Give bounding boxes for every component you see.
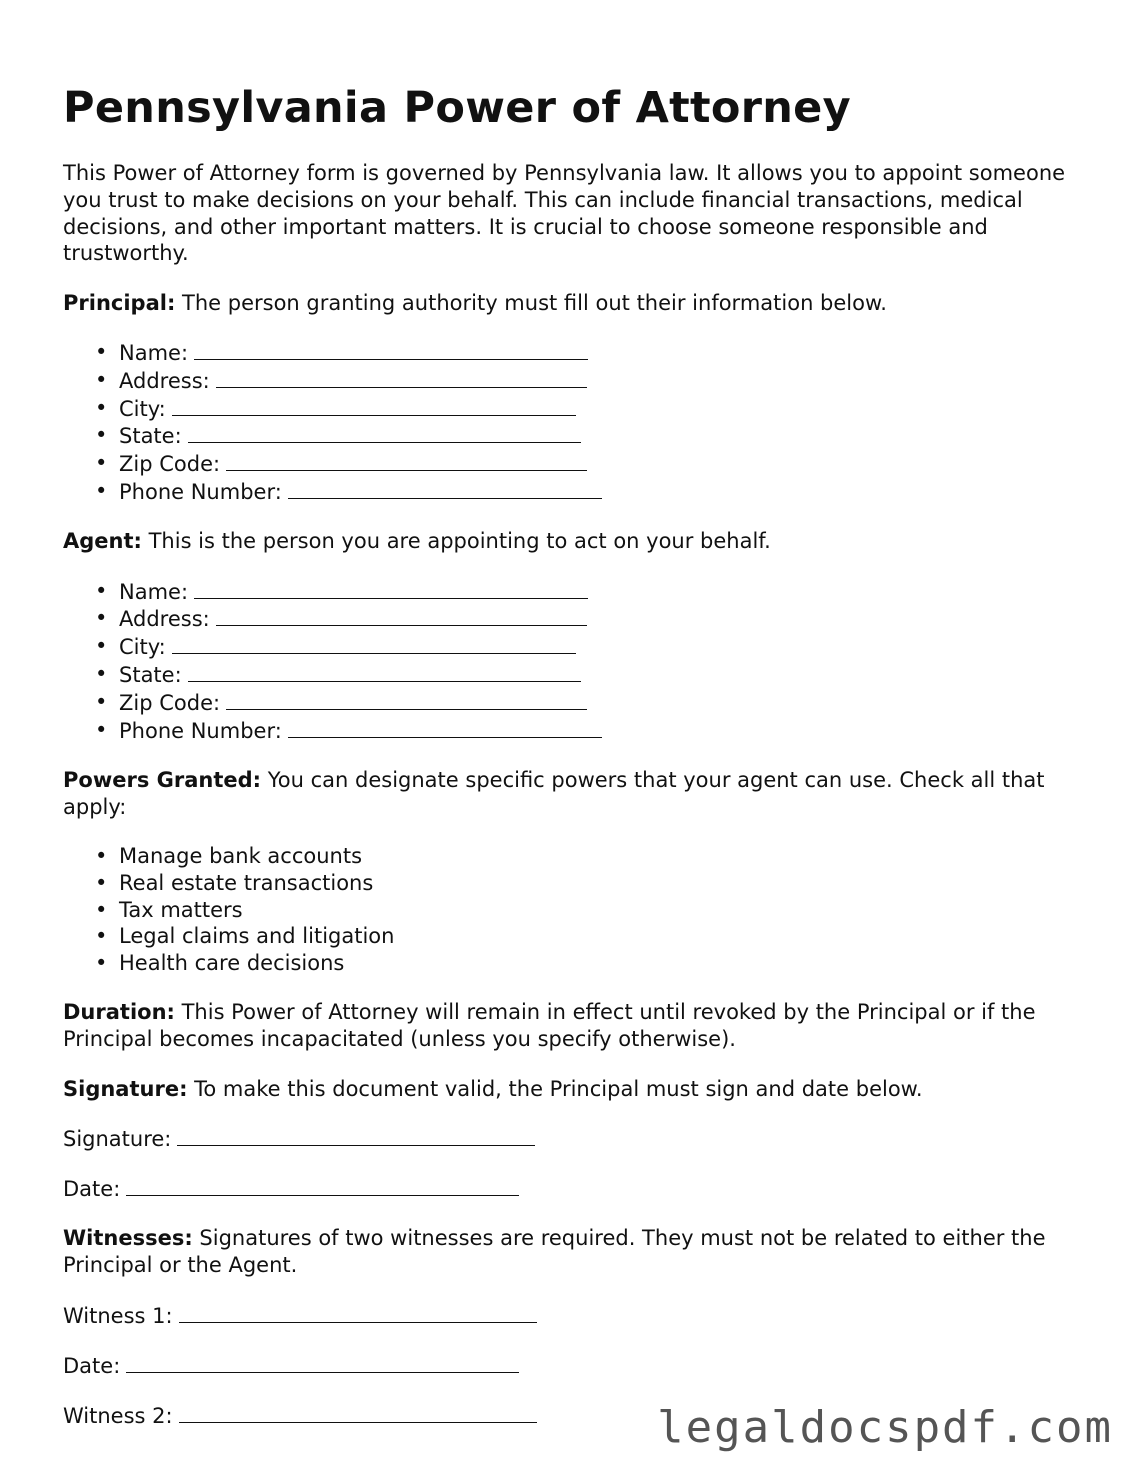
agent-zip-field[interactable]: • Zip Code:: [63, 689, 1083, 717]
intro-paragraph: This Power of Attorney form is governed by Pennsylvania law. It allows you to appoint someone you trust to make decisions on your behalf. This can include financial transactions, medical decisions, and other important matters. It is crucial to choose someone responsible and trustworthy.: [63, 161, 1066, 266]
agent-fields-list: [63, 578, 1083, 745]
witness-1-blank[interactable]: [179, 1302, 537, 1323]
principal-state-blank[interactable]: [188, 422, 581, 443]
principal-label: Principal:: [63, 290, 176, 315]
agent-address-blank[interactable]: [216, 605, 587, 626]
principal-name-blank[interactable]: [194, 339, 588, 360]
agent-zip-blank[interactable]: [226, 689, 587, 710]
witness-date-blank[interactable]: [126, 1352, 519, 1373]
powers-section-heading: [63, 767, 1083, 821]
witnesses-label: Witnesses:: [63, 1226, 193, 1251]
page-title: Pennsylvania Power of Attorney: [63, 83, 851, 133]
duration-description: This Power of Attorney will remain in effect until revoked by the Principal or if the Principal becomes incapacitated (unless you specify otherwise).: [63, 1000, 1036, 1052]
witnesses-description: Signatures of two witnesses are required. They must not be related to either the Principal or the Agent.: [63, 1226, 1046, 1278]
principal-name-field[interactable]: • Name:: [63, 339, 1083, 367]
agent-name-blank[interactable]: [194, 578, 588, 599]
principal-phone-blank[interactable]: [288, 478, 602, 499]
principal-city-blank[interactable]: [172, 395, 576, 416]
agent-name-field[interactable]: • Name:: [63, 578, 1083, 606]
powers-label: Powers Granted:: [63, 767, 262, 792]
principal-date-field[interactable]: Date:: [63, 1175, 1083, 1203]
watermark: legaldocspdf.com: [657, 1402, 1113, 1453]
signature-section-heading: [63, 1076, 1083, 1103]
signature-description: To make this document valid, the Principal must sign and date below.: [187, 1076, 923, 1101]
document-page: [63, 78, 1083, 1452]
power-item-bank-accounts: • Manage bank accounts: [95, 843, 363, 868]
powers-list: [63, 843, 1083, 977]
witnesses-section-heading: [63, 1225, 1083, 1279]
duration-label: Duration:: [63, 1000, 175, 1025]
agent-label: Agent:: [63, 529, 142, 554]
agent-state-blank[interactable]: [188, 661, 581, 682]
principal-zip-blank[interactable]: [226, 450, 587, 471]
witness-2-blank[interactable]: [179, 1402, 537, 1423]
power-item-legal-claims: • Legal claims and litigation: [95, 924, 395, 949]
agent-description: This is the person you are appointing to act on your behalf.: [141, 529, 771, 554]
principal-description: The person granting authority must fill out their information below.: [175, 290, 887, 315]
principal-signature-blank[interactable]: [177, 1125, 535, 1146]
agent-city-blank[interactable]: [172, 633, 576, 654]
agent-section-heading: [63, 528, 1083, 555]
witness-1-field[interactable]: Witness 1:: [63, 1302, 1083, 1330]
principal-state-field[interactable]: • State:: [63, 422, 1083, 450]
agent-phone-field[interactable]: • Phone Number:: [63, 717, 1083, 745]
power-item-real-estate: • Real estate transactions: [95, 870, 374, 895]
witness-2-field[interactable]: Witness 2:: [63, 1402, 1083, 1430]
principal-section-heading: [63, 290, 1083, 317]
principal-city-field[interactable]: • City:: [63, 395, 1083, 423]
power-item-health-care: • Health care decisions: [95, 951, 345, 976]
principal-address-field[interactable]: • Address:: [63, 367, 1083, 395]
principal-address-blank[interactable]: [216, 367, 587, 388]
power-item-tax-matters: • Tax matters: [95, 897, 243, 922]
agent-phone-blank[interactable]: [288, 717, 602, 738]
agent-city-field[interactable]: • City:: [63, 633, 1083, 661]
principal-phone-field[interactable]: • Phone Number:: [63, 478, 1083, 506]
principal-signature-field[interactable]: Signature:: [63, 1125, 1083, 1153]
signature-label: Signature:: [63, 1076, 188, 1101]
principal-zip-field[interactable]: • Zip Code:: [63, 450, 1083, 478]
principal-date-blank[interactable]: [126, 1175, 519, 1196]
principal-fields-list: [63, 339, 1083, 506]
agent-state-field[interactable]: • State:: [63, 661, 1083, 689]
witness-date-field[interactable]: Date:: [63, 1352, 1083, 1380]
duration-section: [63, 999, 1083, 1053]
powers-description: You can designate specific powers that your agent can use. Check all that apply:: [63, 767, 1045, 819]
agent-address-field[interactable]: • Address:: [63, 605, 1083, 633]
